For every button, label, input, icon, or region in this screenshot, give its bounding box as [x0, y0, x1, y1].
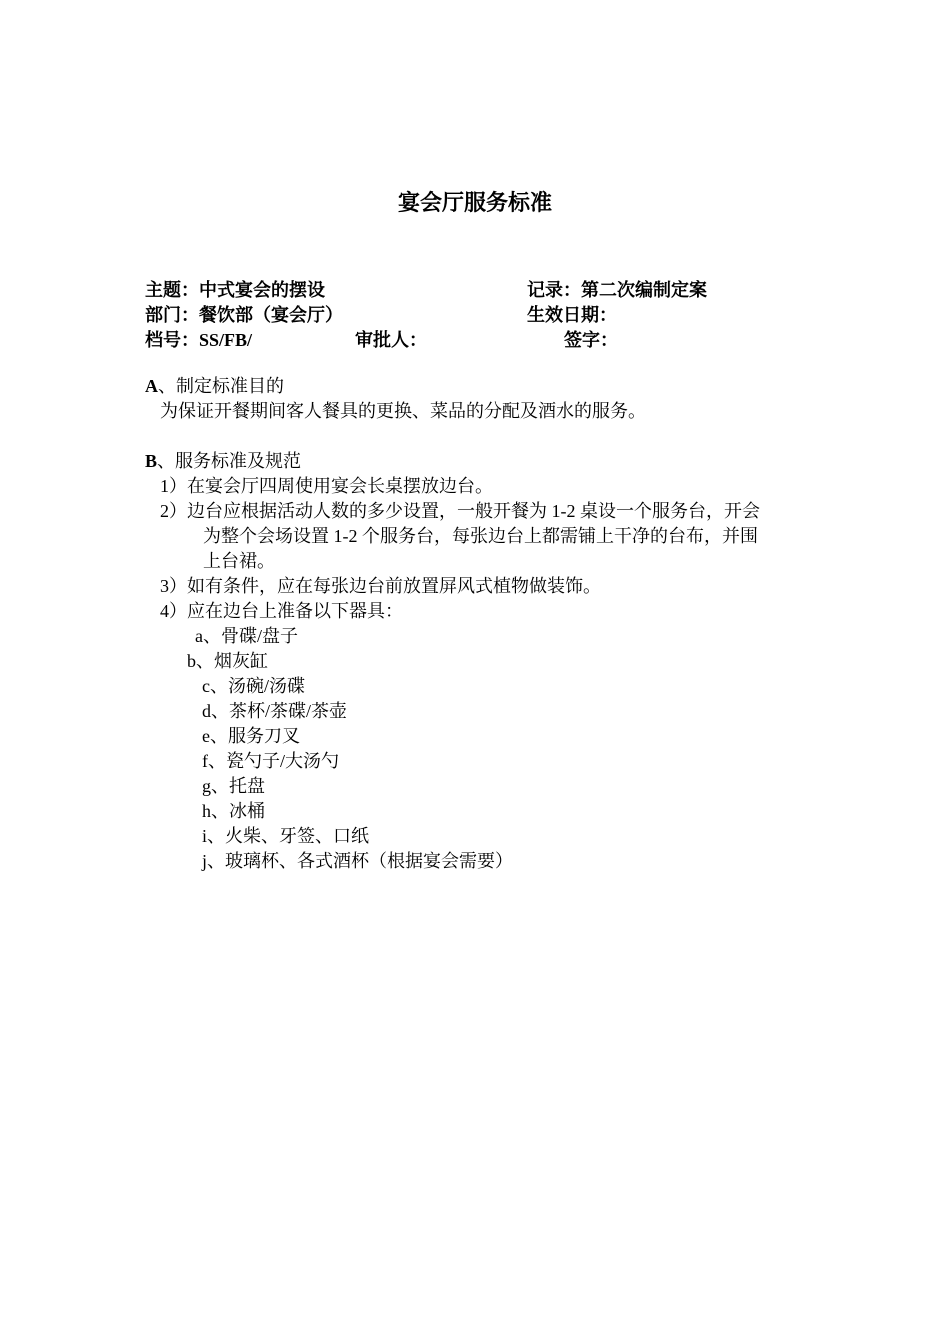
list-item-2-line-2: 为整个会场设置 1-2 个服务台，每张边台上都需铺上干净的台布，并围: [203, 526, 758, 546]
list-item-3: 3）如有条件，应在每张边台前放置屏风式植物做装饰。: [160, 576, 601, 596]
sub-item-f: f、瓷勺子/大汤勺: [202, 751, 339, 771]
list-item-4: 4）应在边台上准备以下器具：: [160, 601, 403, 621]
effective-date-field: 生效日期：: [527, 305, 617, 325]
page-title: 宴会厅服务标准: [397, 190, 552, 215]
sub-item-d: d、茶杯/茶碟/茶壶: [202, 701, 348, 721]
list-item-2-line-3: 上台裙。: [203, 551, 275, 571]
sub-item-j: j、玻璃杯、各式酒杯（根据宴会需要）: [202, 851, 513, 871]
sub-item-h: h、冰桶: [202, 801, 265, 821]
sub-item-c: c、汤碗/汤碟: [202, 676, 305, 696]
sub-item-g: g、托盘: [202, 776, 265, 796]
section-b-heading: [145, 449, 301, 473]
sub-item-i: i、火柴、牙签、口纸: [202, 826, 370, 846]
section-a-heading: [145, 374, 284, 398]
topic-field: 主题：中式宴会的摆设: [145, 280, 325, 300]
sub-item-a: a、骨碟/盘子: [195, 626, 298, 646]
section-a-text: 为保证开餐期间客人餐具的更换、菜品的分配及酒水的服务。: [160, 401, 646, 421]
section-a-title: 、制定标准目的: [158, 376, 284, 396]
sub-item-b: b、烟灰缸: [187, 651, 268, 671]
section-b-letter: B: [145, 451, 158, 471]
list-item-1: 1）在宴会厅四周使用宴会长桌摆放边台。: [160, 476, 493, 496]
approver-field: 审批人：: [355, 330, 427, 350]
department-field: 部门：餐饮部（宴会厅）: [145, 305, 343, 325]
record-field: 记录：第二次编制定案: [527, 280, 707, 300]
list-item-2-line-1: 2）边台应根据活动人数的多少设置，一般开餐为 1-2 桌设一个服务台，开会: [160, 501, 760, 521]
section-a-letter: A: [145, 376, 158, 396]
file-number-field: 档号：SS/FB/: [145, 330, 253, 350]
sub-item-e: e、服务刀叉: [202, 726, 300, 746]
section-b-title: 、服务标准及规范: [157, 451, 302, 471]
signature-field: 签字：: [564, 330, 618, 350]
